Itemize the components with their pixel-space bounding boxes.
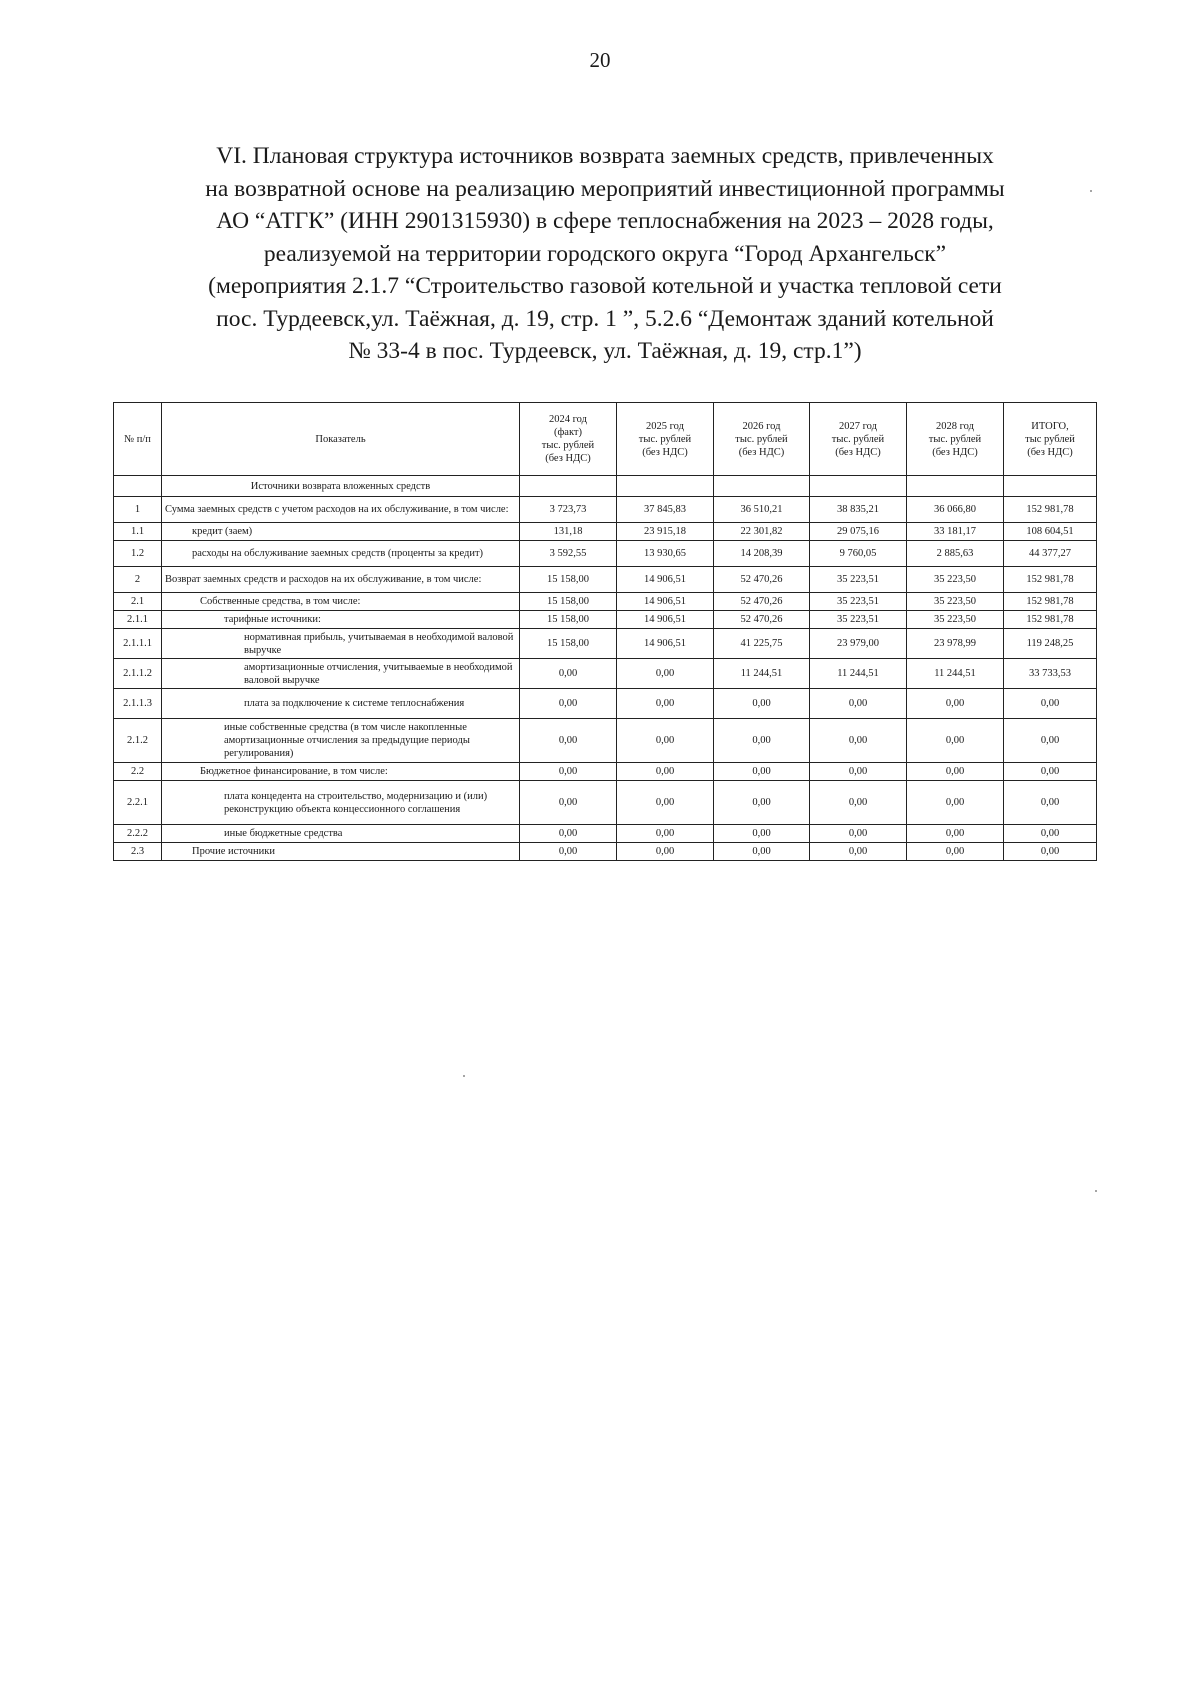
row-value: 0,00: [1004, 689, 1097, 719]
row-value: 0,00: [714, 843, 810, 861]
row-number: 2.2: [114, 763, 162, 781]
table-row: [114, 541, 1097, 567]
table-row: [114, 781, 1097, 825]
row-value: 14 906,51: [617, 611, 714, 629]
row-value: 0,00: [810, 763, 907, 781]
row-number: 2.2.1: [114, 781, 162, 825]
row-value: 33 733,53: [1004, 659, 1097, 689]
row-value: 35 223,50: [907, 593, 1004, 611]
row-value: 119 248,25: [1004, 629, 1097, 659]
row-value: 0,00: [810, 689, 907, 719]
table-row: [114, 629, 1097, 659]
row-value: 41 225,75: [714, 629, 810, 659]
row-value: 0,00: [617, 659, 714, 689]
row-indicator: Сумма заемных средств с учетом расходов на их обслуживание, в том числе:: [162, 497, 520, 523]
row-number: 2.1.1: [114, 611, 162, 629]
row-indicator: плата за подключение к системе теплоснабжения: [162, 689, 520, 719]
document-title: [150, 140, 1060, 368]
row-value: 0,00: [520, 843, 617, 861]
row-value: 36 066,80: [907, 497, 1004, 523]
row-indicator: иные собственные средства (в том числе накопленные амортизационные отчисления за предыдущие периоды регулирования): [162, 719, 520, 763]
scan-speck: [1095, 1190, 1097, 1192]
row-value: 0,00: [520, 781, 617, 825]
row-value: 0,00: [617, 781, 714, 825]
table-row: [114, 523, 1097, 541]
row-value: 52 470,26: [714, 567, 810, 593]
title-line: VI. Плановая структура источников возврата заемных средств, привлеченных: [216, 143, 994, 169]
table-row: [114, 689, 1097, 719]
table-row: [114, 611, 1097, 629]
header-2024: 2024 год (факт) тыс. рублей (без НДС): [520, 403, 617, 476]
header-2025: 2025 год тыс. рублей (без НДС): [617, 403, 714, 476]
sources-table: [113, 402, 1097, 861]
row-value: 11 244,51: [907, 659, 1004, 689]
row-value: 52 470,26: [714, 611, 810, 629]
row-value: 15 158,00: [520, 611, 617, 629]
row-value: 22 301,82: [714, 523, 810, 541]
row-value: 0,00: [907, 843, 1004, 861]
table-row: [114, 843, 1097, 861]
row-value: 14 906,51: [617, 593, 714, 611]
row-value: 35 223,51: [810, 593, 907, 611]
row-value: 0,00: [520, 689, 617, 719]
title-line: на возвратной основе на реализацию мероприятий инвестиционной программы: [205, 175, 1005, 202]
row-value: 152 981,78: [1004, 611, 1097, 629]
row-value: 23 978,99: [907, 629, 1004, 659]
title-line: пос. Турдеевск,ул. Таёжная, д. 19, стр. 1 ”, 5.2.6 “Демонтаж зданий котельной: [216, 305, 994, 332]
row-value: 37 845,83: [617, 497, 714, 523]
row-value: 0,00: [520, 659, 617, 689]
row-indicator: Возврат заемных средств и расходов на их обслуживание, в том числе:: [162, 567, 520, 593]
row-number: 1.2: [114, 541, 162, 567]
row-value: 0,00: [810, 843, 907, 861]
row-value: 0,00: [1004, 825, 1097, 843]
row-value: 14 906,51: [617, 567, 714, 593]
row-value: 0,00: [617, 689, 714, 719]
row-value: 13 930,65: [617, 541, 714, 567]
table-row: [114, 763, 1097, 781]
table-row: [114, 497, 1097, 523]
row-number: 2.1: [114, 593, 162, 611]
section-row: [114, 476, 1097, 497]
row-number: 1: [114, 497, 162, 523]
row-value: 0,00: [907, 781, 1004, 825]
scan-speck: [463, 1075, 465, 1077]
row-indicator: нормативная прибыль, учитываемая в необходимой валовой выручке: [162, 629, 520, 659]
row-value: 0,00: [617, 825, 714, 843]
row-value: 0,00: [907, 763, 1004, 781]
row-number: 2: [114, 567, 162, 593]
row-value: 0,00: [1004, 719, 1097, 763]
row-value: 0,00: [714, 763, 810, 781]
row-value: 35 223,50: [907, 567, 1004, 593]
table-row: [114, 825, 1097, 843]
row-value: 108 604,51: [1004, 523, 1097, 541]
row-value: 14 208,39: [714, 541, 810, 567]
row-number: 2.1.1.1: [114, 629, 162, 659]
table-row: [114, 567, 1097, 593]
row-number: 2.3: [114, 843, 162, 861]
row-value: 23 979,00: [810, 629, 907, 659]
row-value: 0,00: [907, 689, 1004, 719]
row-value: 0,00: [714, 825, 810, 843]
row-value: 0,00: [714, 781, 810, 825]
header-indicator: Показатель: [162, 403, 520, 476]
row-value: 2 885,63: [907, 541, 1004, 567]
row-value: 0,00: [520, 763, 617, 781]
row-number: 2.1.1.2: [114, 659, 162, 689]
title-line: АО “АТГК” (ИНН 2901315930) в сфере теплоснабжения на 2023 – 2028 годы,: [216, 208, 994, 234]
row-number: 2.2.2: [114, 825, 162, 843]
row-value: 3 592,55: [520, 541, 617, 567]
row-number: 2.1.2: [114, 719, 162, 763]
row-value: 0,00: [907, 719, 1004, 763]
row-value: 14 906,51: [617, 629, 714, 659]
row-value: 131,18: [520, 523, 617, 541]
row-value: 44 377,27: [1004, 541, 1097, 567]
row-indicator: расходы на обслуживание заемных средств (проценты за кредит): [162, 541, 520, 567]
row-indicator: плата концедента на строительство, модернизацию и (или) реконструкцию объекта концессионного соглашения: [162, 781, 520, 825]
row-value: 29 075,16: [810, 523, 907, 541]
row-value: 23 915,18: [617, 523, 714, 541]
row-value: 0,00: [714, 689, 810, 719]
row-value: 0,00: [810, 719, 907, 763]
row-value: 15 158,00: [520, 593, 617, 611]
header-2028: 2028 год тыс. рублей (без НДС): [907, 403, 1004, 476]
title-line: (мероприятия 2.1.7 “Строительство газовой котельной и участка тепловой сети: [208, 273, 1002, 299]
table-row: [114, 719, 1097, 763]
table-header-row: [114, 403, 1097, 476]
page-number: 20: [589, 48, 611, 72]
row-value: 0,00: [1004, 781, 1097, 825]
row-indicator: Бюджетное финансирование, в том числе:: [162, 763, 520, 781]
row-value: 15 158,00: [520, 567, 617, 593]
header-2027: 2027 год тыс. рублей (без НДС): [810, 403, 907, 476]
section-title: Источники возврата вложенных средств: [162, 476, 520, 497]
row-value: 152 981,78: [1004, 497, 1097, 523]
row-value: 11 244,51: [714, 659, 810, 689]
header-total: ИТОГО, тыс рублей (без НДС): [1004, 403, 1097, 476]
row-indicator: Прочие источники: [162, 843, 520, 861]
row-value: 0,00: [520, 719, 617, 763]
row-value: 35 223,51: [810, 567, 907, 593]
row-value: 152 981,78: [1004, 593, 1097, 611]
row-value: 15 158,00: [520, 629, 617, 659]
row-number: 1.1: [114, 523, 162, 541]
row-value: 35 223,51: [810, 611, 907, 629]
row-value: 0,00: [520, 825, 617, 843]
row-value: 0,00: [617, 719, 714, 763]
row-value: 0,00: [617, 763, 714, 781]
row-value: 11 244,51: [810, 659, 907, 689]
row-value: 0,00: [810, 781, 907, 825]
row-value: 0,00: [907, 825, 1004, 843]
row-value: 0,00: [810, 825, 907, 843]
header-num: № п/п: [114, 403, 162, 476]
row-indicator: тарифные источники:: [162, 611, 520, 629]
row-indicator: амортизационные отчисления, учитываемые в необходимой валовой выручке: [162, 659, 520, 689]
row-indicator: кредит (заем): [162, 523, 520, 541]
row-value: 0,00: [1004, 763, 1097, 781]
row-indicator: Собственные средства, в том числе:: [162, 593, 520, 611]
row-value: 152 981,78: [1004, 567, 1097, 593]
row-value: 0,00: [617, 843, 714, 861]
row-indicator: иные бюджетные средства: [162, 825, 520, 843]
table-row: [114, 593, 1097, 611]
row-value: 9 760,05: [810, 541, 907, 567]
title-line: реализуемой на территории городского округа “Город Архангельск”: [263, 240, 947, 267]
row-value: 3 723,73: [520, 497, 617, 523]
row-value: 38 835,21: [810, 497, 907, 523]
scan-speck: [1090, 190, 1092, 192]
row-value: 36 510,21: [714, 497, 810, 523]
title-line: № 33-4 в пос. Турдеевск, ул. Таёжная, д. 19, стр.1”): [348, 338, 862, 364]
row-value: 52 470,26: [714, 593, 810, 611]
row-value: 33 181,17: [907, 523, 1004, 541]
row-number: 2.1.1.3: [114, 689, 162, 719]
header-2026: 2026 год тыс. рублей (без НДС): [714, 403, 810, 476]
row-value: 35 223,50: [907, 611, 1004, 629]
row-value: 0,00: [714, 719, 810, 763]
row-value: 0,00: [1004, 843, 1097, 861]
table-row: [114, 659, 1097, 689]
